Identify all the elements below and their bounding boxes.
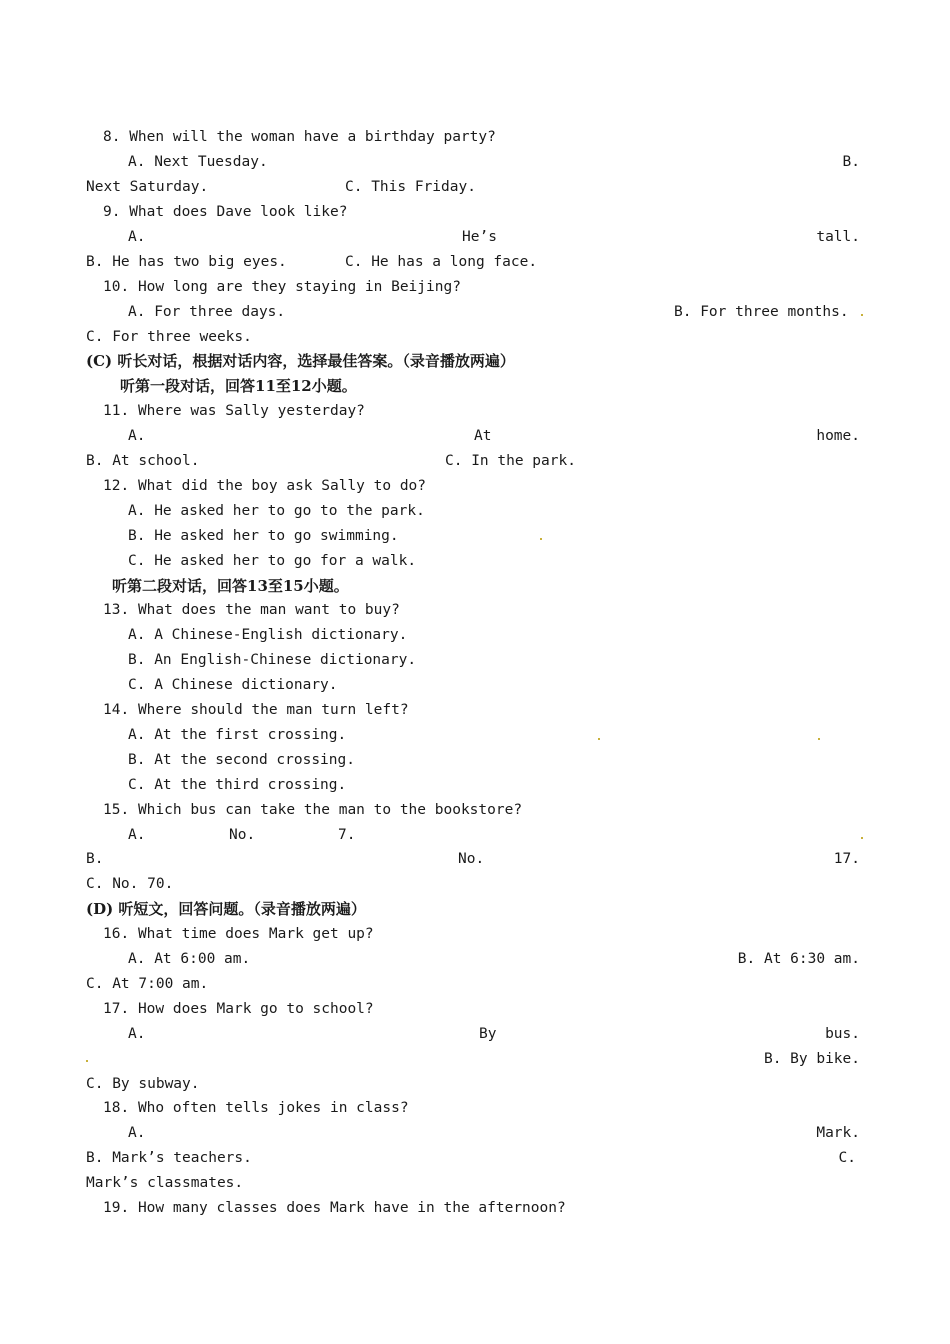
- question-number: 9.: [103, 204, 121, 220]
- question-number: 12.: [103, 478, 130, 494]
- stray-mark: [818, 738, 820, 740]
- question-number: 15.: [103, 802, 130, 818]
- question-text: What did the boy ask Sally to do?: [137, 478, 427, 494]
- option-c-letter: C.: [838, 1150, 856, 1166]
- question-number: 8.: [103, 129, 121, 145]
- section-d-heading: (D) 听短文，回答问题。（录音播放两遍）: [86, 900, 366, 918]
- question-number: 18.: [103, 1100, 130, 1116]
- option-a: A. A Chinese-English dictionary.: [128, 627, 408, 643]
- option-a-mid: At: [474, 428, 492, 444]
- question-8: [103, 128, 496, 146]
- option-a-letter: A.: [128, 1026, 146, 1042]
- option-a-end: 7.: [338, 827, 356, 843]
- question-number: 10.: [103, 279, 130, 295]
- option-b: B. By bike.: [763, 1051, 860, 1067]
- option-b-letter: B.: [842, 154, 860, 170]
- option-b: B. At school.: [86, 453, 200, 469]
- option-a-letter: A.: [128, 229, 146, 245]
- option-b-text: Next Saturday.: [86, 179, 209, 195]
- question-text: Where was Sally yesterday?: [137, 403, 365, 419]
- question-text: When will the woman have a birthday party?: [129, 129, 496, 145]
- question-text: Where should the man turn left?: [137, 702, 409, 718]
- question-number: 11.: [103, 403, 130, 419]
- option-c: C. A Chinese dictionary.: [128, 677, 338, 693]
- option-b: B. For three months.: [674, 304, 849, 320]
- question-11: [103, 402, 365, 420]
- question-text: How does Mark go to school?: [137, 1001, 374, 1017]
- question-text: How many classes does Mark have in the afternoon?: [137, 1200, 566, 1216]
- stray-mark: [86, 1060, 88, 1062]
- option-a: A. At 6:00 am.: [128, 951, 251, 967]
- option-c: C. In the park.: [445, 453, 576, 469]
- option-c-text: Mark’s classmates.: [86, 1175, 244, 1191]
- stray-mark: [861, 837, 863, 839]
- option-c: C. This Friday.: [345, 179, 476, 195]
- option-a: A. At the first crossing.: [128, 727, 347, 743]
- question-18: [103, 1099, 409, 1117]
- option-c: C. By subway.: [86, 1076, 200, 1092]
- question-17: [103, 1000, 374, 1018]
- option-a: A. Next Tuesday.: [128, 154, 268, 170]
- option-b: B. He has two big eyes.: [86, 254, 287, 270]
- question-number: 16.: [103, 926, 130, 942]
- question-13: [103, 601, 400, 619]
- option-b: B. An English-Chinese dictionary.: [128, 652, 417, 668]
- option-b-mid: No.: [458, 851, 485, 867]
- option-c: C. At the third crossing.: [128, 777, 347, 793]
- option-a-mid: No.: [229, 827, 256, 843]
- question-text: What does Dave look like?: [129, 204, 348, 220]
- section-c-subheading-1: 听第一段对话，回答11至12小题。: [120, 377, 357, 395]
- section-c-subheading-2: 听第二段对话，回答13至15小题。: [112, 577, 349, 595]
- option-c: C. No. 70.: [86, 876, 174, 892]
- option-b: B. At the second crossing.: [128, 752, 355, 768]
- option-a-end: bus.: [825, 1026, 860, 1042]
- stray-mark: [540, 538, 542, 540]
- option-a-letter: A.: [128, 827, 146, 843]
- option-a: A. He asked her to go to the park.: [128, 503, 425, 519]
- option-b: B. He asked her to go swimming.: [128, 528, 399, 544]
- section-c-heading: (C) 听长对话，根据对话内容，选择最佳答案。（录音播放两遍）: [86, 352, 515, 370]
- question-number: 14.: [103, 702, 130, 718]
- option-c: C. He asked her to go for a walk.: [128, 553, 417, 569]
- question-text: Who often tells jokes in class?: [137, 1100, 409, 1116]
- option-a-end: Mark.: [816, 1125, 860, 1141]
- question-19: [103, 1199, 566, 1217]
- option-a-letter: A.: [128, 428, 146, 444]
- option-b-letter: B.: [86, 851, 104, 867]
- question-text: What does the man want to buy?: [137, 602, 400, 618]
- question-16: [103, 925, 374, 943]
- question-15: [103, 801, 522, 819]
- option-a-mid: He’s: [462, 229, 497, 245]
- question-number: 19.: [103, 1200, 130, 1216]
- question-text: What time does Mark get up?: [137, 926, 374, 942]
- question-text: Which bus can take the man to the bookstore?: [137, 802, 523, 818]
- option-c: C. At 7:00 am.: [86, 976, 209, 992]
- option-a-end: home.: [816, 428, 860, 444]
- stray-mark: [861, 314, 863, 316]
- question-9: [103, 203, 347, 221]
- question-number: 17.: [103, 1001, 130, 1017]
- question-10: [103, 278, 461, 296]
- option-b-end: 17.: [833, 851, 860, 867]
- option-a-end: tall.: [816, 229, 860, 245]
- option-c: C. For three weeks.: [86, 329, 252, 345]
- option-a-mid: By: [479, 1026, 497, 1042]
- question-number: 13.: [103, 602, 130, 618]
- option-b: B. Mark’s teachers.: [86, 1150, 252, 1166]
- option-a: A. For three days.: [128, 304, 286, 320]
- stray-mark: [598, 738, 600, 740]
- question-text: How long are they staying in Beijing?: [137, 279, 461, 295]
- question-14: [103, 701, 409, 719]
- option-c: C. He has a long face.: [345, 254, 538, 270]
- option-b: B. At 6:30 am.: [737, 951, 860, 967]
- question-12: [103, 477, 426, 495]
- option-a-letter: A.: [128, 1125, 146, 1141]
